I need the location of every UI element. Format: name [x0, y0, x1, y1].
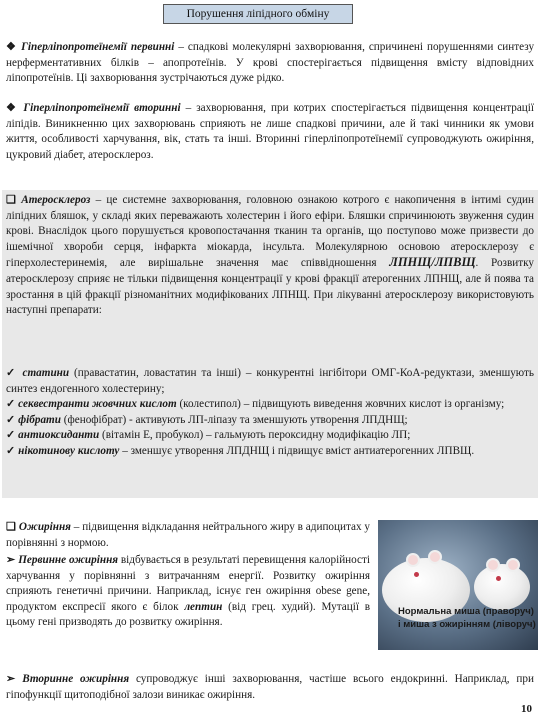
drug-term: нікотинову кислоту [18, 444, 120, 457]
term-primary-obesity: Первинне ожиріння [18, 554, 119, 566]
text-primary-obesity-2: (від грец. худий). Мутації в цьому гені призводять до розвитку ожиріння. [6, 600, 370, 629]
drug-item-fibrates [6, 413, 534, 429]
text-secondary-obesity: супроводжує інші захворювання, частіше всього ендокринні. Наприклад, при гіпофункції щитоподібної залози виникає ожиріння. [6, 673, 534, 701]
drug-item-sequestrants [6, 397, 534, 413]
checkmark-icon: ✓ [6, 444, 16, 457]
text-obesity: – підвищення відкладання нейтрального жиру в адипоцитах у порівнянні з нормою. [6, 521, 371, 549]
term-obesity: Ожиріння [18, 521, 71, 533]
page-title: Порушення ліпідного обміну [163, 4, 353, 24]
drug-term: фібрати [18, 413, 61, 426]
term-atherosclerosis: Атеросклероз [21, 194, 91, 206]
diamond-bullet-icon: ❖ [6, 102, 19, 114]
paragraph-primary-obesity [6, 553, 370, 631]
square-bullet-icon: ❑ [6, 194, 17, 206]
term-leptin: лептин [184, 600, 223, 613]
paragraph-primary-hyperlipoproteinemia [6, 40, 534, 87]
term-secondary-obesity: Вторинне ожиріння [22, 673, 130, 685]
drug-text: (колестипол) – підвищують виведення жовчних кислот із організму; [176, 398, 505, 411]
eye-shape [414, 572, 419, 577]
ratio-ldl-hdl: ЛПНЩ/ЛПВЩ [389, 255, 476, 270]
normal-mouse-shape [474, 564, 530, 610]
checkmark-icon: ✓ [6, 429, 16, 442]
ear-shape [486, 558, 500, 572]
checkmark-icon: ✓ [6, 398, 16, 411]
ear-shape [406, 553, 420, 567]
drug-item-antioxidants [6, 428, 534, 444]
drug-list [6, 366, 534, 460]
text-primary-obesity-1: відбувається в результаті перевищення калорійності харчування у порівнянні з витрачанням енергії. Розвитку ожиріння сприяють генетичні причини. Наприклад, існує ген ожиріння obese gene, продуктом експресії якого є білок [6, 554, 370, 613]
paragraph-secondary-obesity [6, 672, 534, 703]
arrow-bullet-icon: ➢ [6, 554, 16, 566]
drug-text: (вітамін Е, пробукол) – гальмують пероксидну модифікацію ЛП; [99, 429, 411, 442]
drug-term: секвестранти жовчних кислот [18, 398, 177, 411]
ear-shape [428, 550, 442, 564]
checkmark-icon: ✓ [6, 367, 18, 379]
paragraph-obesity [6, 520, 370, 551]
drug-item-statins [6, 366, 534, 397]
drug-item-nicotinic-acid [6, 444, 534, 460]
paragraph-secondary-hyperlipoproteinemia [6, 101, 534, 163]
page-number: 10 [521, 703, 532, 715]
term-primary: Гіперліпопротеїнемії первинні [21, 41, 175, 53]
text-primary: – спадкові молекулярні захворювання, спричинені порушеннями синтезу нерферментативних білків – апопротеїнів. У крові спостерігається підвищення вмісту відповідних ліпопротеїнів. Ці захворювання зустрічаються дуже рідко. [6, 41, 535, 85]
term-secondary: Гіперліпопротеїнемії вторинні [23, 102, 181, 114]
drug-text: (правастатин, ловастатин та інші) – конкурентні інгібітори ОМГ-КоА-редуктази, зменшують синтез ендогенного холестерину; [6, 367, 535, 395]
text-atherosclerosis-2: . Розвитку атеросклерозу сприяє не тільки підвищення концентрації у крові фракції атерогенних ЛПНЩ, але й поява та зростання в цій фракції різноманітних модифікованих ЛПНЩ. При лікуванні атеросклерозу використовують наступні препарати: [6, 257, 534, 317]
square-bullet-icon: ❑ [6, 521, 17, 533]
drug-text: – зменшує утворення ЛПДНЩ і підвищує вміст антиатерогенних ЛПВЩ. [119, 444, 475, 457]
ear-shape [506, 558, 520, 572]
paragraph-atherosclerosis [6, 193, 534, 319]
photo-caption: Нормальна миша (праворуч) і миша з ожирінням (ліворуч) [398, 606, 536, 630]
text-secondary: – захворювання, при котрих спостерігається підвищення концентрації ліпідів. Виникненню цих захворювань сприяють не лише спадкові причини, але й такі чинники як умови життя, особливості харчування, вік, стать та інші. Вторинні гіперліпопротеїнемії супроводжують ожиріння, цукровий діабет, атеросклероз. [6, 102, 534, 161]
text-atherosclerosis-1: – це системне захворювання, головною ознакою котрого є накопичення в інтимі судин ліпідних бляшок, у складі яких переважають холестерин і його ефіри. Бляшки спричинюють звуження судин крові. Внаслідок цього порушується кровопостачання тканин та органів, що поступово може призвести до ішемічної хвороби серця, інфаркта міокарда, інсульта. Молекулярною основою атеросклерозу є гіперхолестеринемія, але вирішальне значення має співвідношення [6, 194, 534, 270]
drug-term: статини [22, 367, 70, 379]
diamond-bullet-icon: ❖ [6, 41, 18, 53]
arrow-bullet-icon: ➢ [6, 673, 16, 685]
drug-text: (фенофібрат) - активують ЛП-ліпазу та зменшують утворення ЛПДНЩ; [60, 413, 408, 426]
eye-shape [496, 576, 501, 581]
checkmark-icon: ✓ [6, 413, 16, 426]
drug-term: антиоксиданти [18, 429, 100, 442]
